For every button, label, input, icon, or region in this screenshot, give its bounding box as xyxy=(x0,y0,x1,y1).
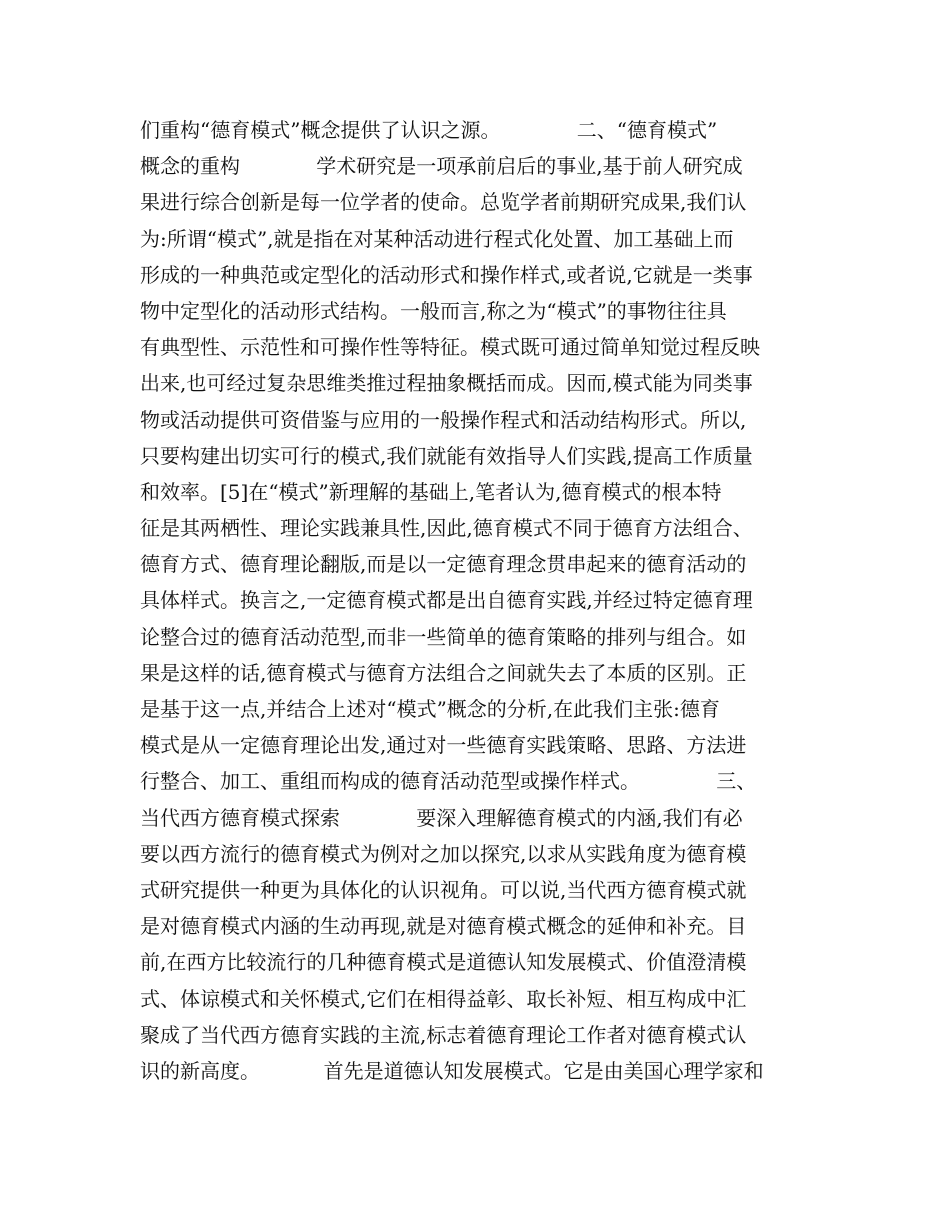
text-line: 具体样式。换言之,一定德育模式都是出自德育实践,并经过特定德育理 xyxy=(140,588,753,613)
text-line: 有典型性、示范性和可操作性等特征。模式既可通过简单知觉过程反映 xyxy=(140,335,760,360)
text-line: 聚成了当代西方德育实践的主流,标志着德育理论工作者对德育模式认 xyxy=(140,1022,747,1047)
text-line: 识的新高度。 首先是道德认知发展模式。它是由美国心理学家和 xyxy=(140,1058,764,1083)
text-line: 出来,也可经过复杂思维类推过程抽象概括而成。因而,模式能为同类事 xyxy=(140,371,753,396)
text-line: 行整合、加工、重组而构成的德育活动范型或操作样式。 三、 xyxy=(140,769,757,794)
text-line: 物中定型化的活动形式结构。一般而言,称之为“模式”的事物往往具 xyxy=(140,298,727,323)
text-line: 概念的重构 学术研究是一项承前启后的事业,基于前人研究成 xyxy=(140,154,743,179)
text-line: 当代西方德育模式探索 要深入理解德育模式的内涵,我们有必 xyxy=(140,805,743,830)
text-line: 是对德育模式内涵的生动再现,就是对德育模式概念的延伸和补充。目 xyxy=(140,914,747,939)
text-line: 物或活动提供可资借鉴与应用的一般操作程式和活动结构形式。所以, xyxy=(140,407,747,432)
text-line: 式、体谅模式和关怀模式,它们在相得益彰、取长补短、相互构成中汇 xyxy=(140,986,747,1011)
text-line: 德育方式、德育理论翻版,而是以一定德育理念贯串起来的德育活动的 xyxy=(140,552,747,577)
text-line: 论整合过的德育活动范型,而非一些简单的德育策略的排列与组合。如 xyxy=(140,624,747,649)
text-line: 只要构建出切实可行的模式,我们就能有效指导人们实践,提高工作质量 xyxy=(140,443,753,468)
text-line: 和效率。[5]在“模式”新理解的基础上,笔者认为,德育模式的根本特 xyxy=(140,479,722,504)
body-text xyxy=(140,112,820,1089)
text-line: 是基于这一点,并结合上述对“模式”概念的分析,在此我们主张:德育 xyxy=(140,697,720,721)
text-line: 为:所谓“模式”,就是指在对某种活动进行程式化处置、加工基础上而 xyxy=(140,226,734,251)
text-line: 果是这样的话,德育模式与德育方法组合之间就失去了本质的区别。正 xyxy=(140,660,747,685)
text-line: 征是其两栖性、理论实践兼具性,因此,德育模式不同于德育方法组合、 xyxy=(140,516,753,541)
text-line: 们重构“德育模式”概念提供了认识之源。 二、“德育模式” xyxy=(140,118,718,142)
text-line: 式研究提供一种更为具体化的认识视角。可以说,当代西方德育模式就 xyxy=(140,877,747,902)
text-line: 要以西方流行的德育模式为例对之加以探究,以求从实践角度为德育模 xyxy=(140,841,747,866)
text-line: 形成的一种典范或定型化的活动形式和操作样式,或者说,它就是一类事 xyxy=(140,262,753,287)
text-line: 果进行综合创新是每一位学者的使命。总览学者前期研究成果,我们认 xyxy=(140,190,747,215)
text-line: 模式是从一定德育理论出发,通过对一些德育实践策略、思路、方法进 xyxy=(140,733,747,758)
text-line: 前,在西方比较流行的几种德育模式是道德认知发展模式、价值澄清模 xyxy=(140,950,747,975)
